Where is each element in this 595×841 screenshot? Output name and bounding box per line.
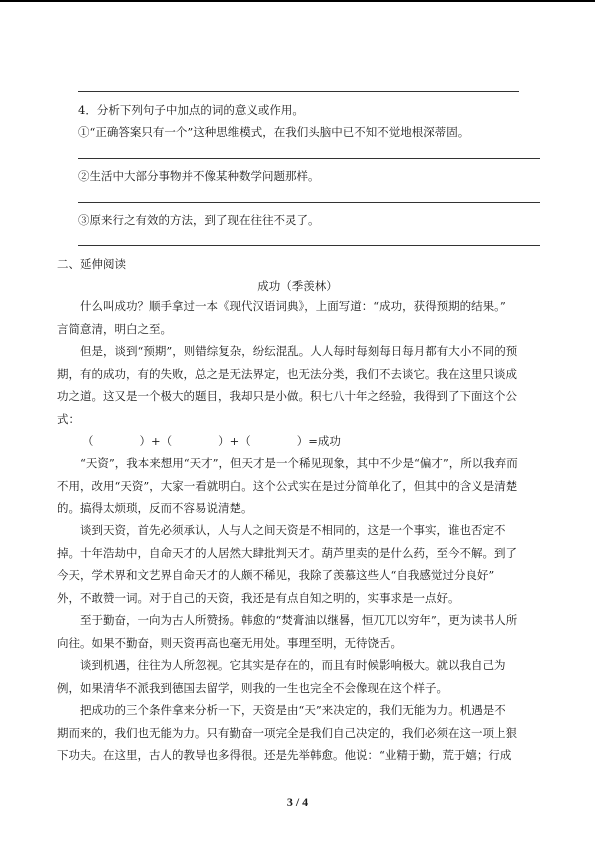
paragraph-line: “天资”，我本来想用“天才”，但天才是一个稀见现象，其中不少是“偏才”，所以我弃而 bbox=[80, 456, 518, 470]
paragraph-line: 例，如果清华不派我到德国去留学，则我的一生也完全不会像现在这个样子。 bbox=[57, 680, 448, 695]
paragraph-line: 期，有的成功，有的失败，总之是无法界定，也无法分类，我们不去谈它。我在这里只谈成 bbox=[57, 366, 517, 381]
question-4-item-3: ③原来行之有效的方法，到了现在往往不灵了。 bbox=[78, 213, 320, 227]
formula-line bbox=[82, 430, 462, 453]
paragraph-line: 向往。如果不勤奋，则天资再高也毫无用处。事理至明，无待饶舌。 bbox=[57, 635, 402, 650]
paragraph-line: 但是，谈到“预期”，则错综复杂，纷纭混乱。人人每时每刻每日每月都有大小不同的预 bbox=[80, 344, 518, 358]
page-number: 3 / 4 bbox=[286, 795, 309, 809]
paragraph-line: 期而来的，我们也无能为力。只有勤奋一项完全是我们自己决定的，我们必须在这一项上狠 bbox=[57, 725, 517, 740]
question-4-item-2: ②生活中大部分事物并不像某种数学问题那样。 bbox=[78, 169, 320, 183]
paragraph bbox=[57, 654, 547, 699]
formula: （ ）+（ ）+（ ）=成功 bbox=[82, 434, 341, 448]
paragraph-line: 式： bbox=[57, 411, 80, 426]
paragraph-line: 下功夫。在这里，古人的教导也多得很。还是先举韩愈。他说：“业精于勤，荒于嬉；行成 bbox=[57, 748, 512, 762]
paragraph bbox=[57, 452, 547, 520]
paragraph bbox=[57, 609, 547, 654]
paragraph-line: 谈到机遇，往往为人所忽视。它其实是存在的，而且有时候影响极大。就以我自己为 bbox=[80, 658, 506, 672]
paragraph bbox=[57, 295, 547, 340]
paragraph-line: 谈到天资，首先必须承认，人与人之间天资是不相同的，这是一个事实，谁也否定不 bbox=[80, 523, 506, 537]
paragraph-line: 至于勤奋，一向为古人所赞扬。韩愈的“焚膏油以继晷，恒兀兀以穷年”，更为读书人所 bbox=[80, 613, 518, 627]
paragraph-line: 今天，学术界和文艺界自命天才的人颇不稀见，我除了羡慕这些人“自我感觉过分良好” bbox=[57, 568, 495, 582]
paragraph-line: 不用，改用“天资”，大家一看就明白。这个公式实在是过分简单化了，但其中的含义是清楚 bbox=[57, 478, 518, 493]
paragraph-line: 言简意清，明白之至。 bbox=[57, 321, 172, 336]
answer-line bbox=[78, 245, 540, 246]
paragraph bbox=[57, 340, 547, 430]
answer-line bbox=[78, 202, 540, 203]
paragraph-line: 把成功的三个条件拿来分析一下，天资是由“天”来决定的，我们无能为力。机遇是不 bbox=[80, 703, 506, 717]
page-top-border bbox=[0, 0, 595, 2]
paragraph bbox=[57, 699, 547, 767]
paragraph-line: 的。搞得太烦琐，反而不容易说清楚。 bbox=[57, 501, 253, 515]
paragraph bbox=[57, 519, 547, 609]
answer-line bbox=[78, 91, 519, 92]
article-title: 成功（季羡林） bbox=[257, 279, 338, 293]
paragraph-line: 功之道。这又是一个极大的题目，我却只是小做。积七八十年之经验，我得到了下面这个公 bbox=[57, 389, 517, 403]
question-4-item-1: ①“正确答案只有一个”这种思维模式，在我们头脑中已不知不觉地根深蒂固。 bbox=[78, 125, 470, 139]
paragraph-line: 掉。十年浩劫中，自命天才的人居然大肆批判天才。葫芦里卖的是什么药，至今不解。到了 bbox=[57, 545, 517, 560]
paragraph-line: 什么叫成功？顺手拿过一本《现代汉语词典》，上面写道：“成功，获得预期的结果。” bbox=[80, 299, 506, 313]
paragraph-line: 外，不敢赞一词。对于自己的天资，我还是有点自知之明的，实事求是一点好。 bbox=[57, 590, 460, 605]
question-4-title: 4．分析下列句子中加点的词的意义或作用。 bbox=[78, 103, 304, 117]
section-heading: 二、延伸阅读 bbox=[57, 257, 126, 271]
answer-line bbox=[78, 158, 540, 159]
